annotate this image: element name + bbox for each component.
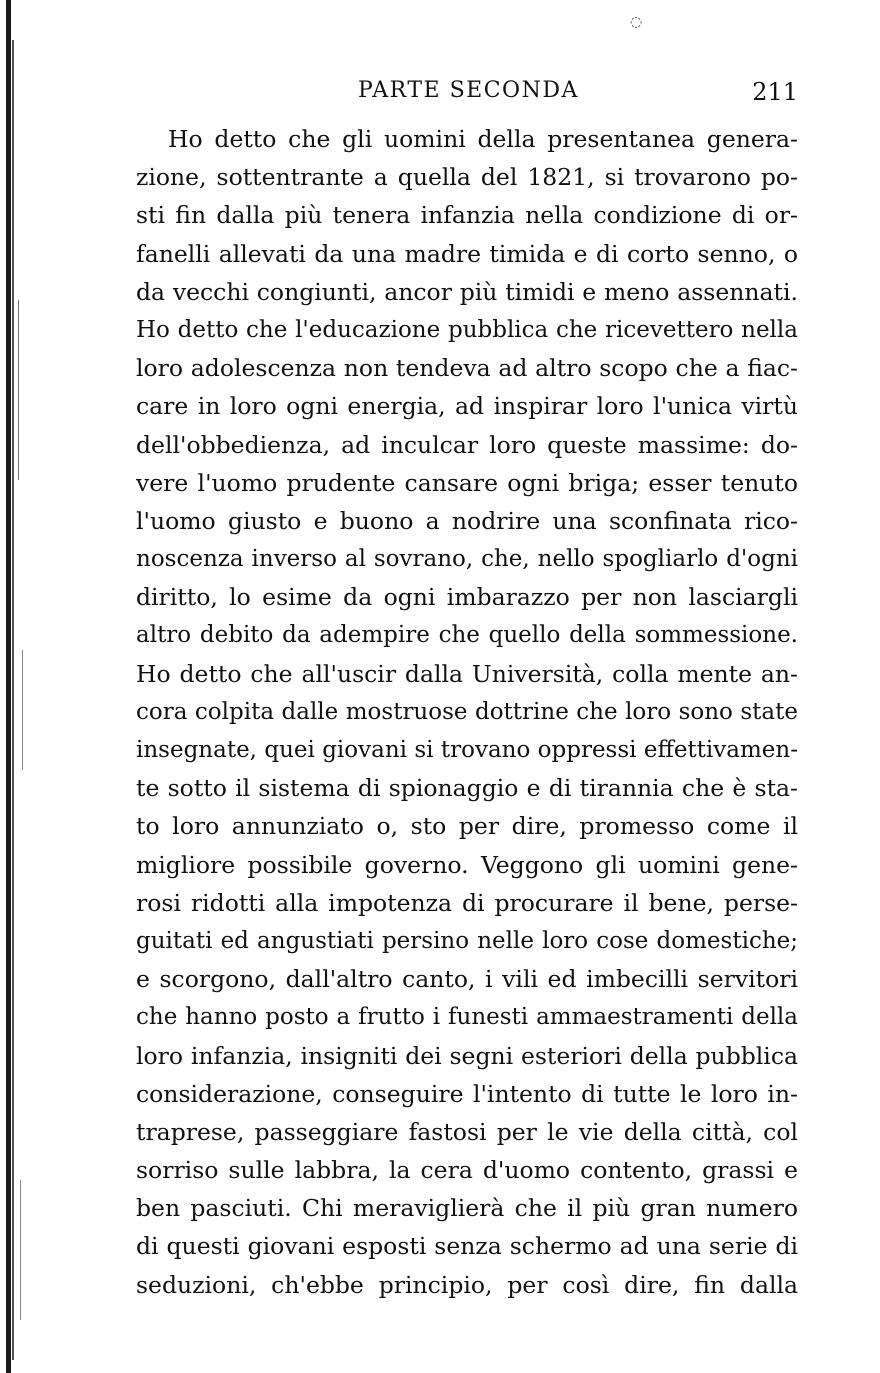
running-title: PARTE SECONDA bbox=[358, 78, 579, 103]
text-line: Ho detto che all'uscir dalla Università, colla mente an- bbox=[136, 659, 798, 688]
text-line: to loro annunziato o, sto per dire, promesso come il bbox=[136, 812, 798, 841]
text-line: di questi giovani esposti senza schermo ad una serie di bbox=[136, 1232, 798, 1261]
text-line: sorriso sulle labbra, la cera d'uomo contento, grassi e bbox=[136, 1156, 798, 1185]
text-line: ben pasciuti. Chi meraviglierà che il più gran numero bbox=[136, 1194, 798, 1223]
text-line: considerazione, conseguire l'intento di tutte le loro in- bbox=[136, 1079, 798, 1108]
text-line: fanelli allevati da una madre timida e di corto senno, o bbox=[136, 239, 798, 268]
text-line: seduzioni, ch'ebbe principio, per così dire, fin dalla bbox=[136, 1270, 798, 1299]
text-line: loro infanzia, insigniti dei segni esteriori della pubblica bbox=[136, 1041, 798, 1070]
text-line: cora colpita dalle mostruose dottrine che loro sono state bbox=[136, 698, 798, 725]
body-text bbox=[136, 120, 798, 1304]
text-line: care in loro ogni energia, ad inspirar loro l'unica virtù bbox=[136, 392, 798, 421]
text-line: zione, sottentrante a quella del 1821, si trovarono po- bbox=[136, 163, 798, 192]
text-line: loro adolescenza non tendeva ad altro scopo che a fiac- bbox=[136, 354, 798, 383]
text-line: guitati ed angustiati persino nelle loro cose domestiche; bbox=[136, 927, 798, 954]
text-line: sti fin dalla più tenera infanzia nella condizione di or- bbox=[136, 201, 798, 230]
text-line: Ho detto che gli uomini della presentanea genera- bbox=[168, 125, 798, 153]
text-line: migliore possibile governo. Veggono gli uomini gene- bbox=[136, 850, 798, 879]
text-line: te sotto il sistema di spionaggio e di tirannia che è sta- bbox=[136, 774, 798, 803]
text-line: dell'obbedienza, ad inculcar loro queste massime: do- bbox=[136, 430, 798, 459]
text-line: noscenza inverso al sovrano, che, nello spogliarlo d'ogni bbox=[136, 546, 798, 573]
text-line: diritto, lo esime da ogni imbarazzo per non lasciargli bbox=[136, 583, 798, 612]
page-number: 211 bbox=[752, 78, 798, 106]
text-line: traprese, passeggiare fastosi per le vie della città, col bbox=[136, 1117, 798, 1146]
text-line: e scorgono, dall'altro canto, i vili ed imbecilli servitori bbox=[136, 965, 798, 994]
text-line: insegnate, quei giovani si trovano oppressi effettivamen- bbox=[136, 737, 798, 763]
binding-edge bbox=[0, 0, 40, 1373]
text-line: Ho detto che l'educazione pubblica che ricevettero nella bbox=[136, 316, 798, 343]
scan-speck: ◌ bbox=[630, 14, 643, 30]
text-line: rosi ridotti alla impotenza di procurare il bene, perse- bbox=[136, 888, 798, 917]
text-line: altro debito da adempire che quello della sommessione. bbox=[136, 622, 798, 649]
text-line: che hanno posto a frutto i funesti ammaestramenti della bbox=[136, 1004, 798, 1031]
running-head bbox=[136, 78, 798, 114]
text-line: l'uomo giusto e buono a nodrire una sconfinata rico- bbox=[136, 506, 798, 535]
text-line: vere l'uomo prudente cansare ogni briga; esser tenuto bbox=[136, 468, 798, 497]
text-line: da vecchi congiunti, ancor più timidi e meno assennati. bbox=[136, 277, 798, 306]
